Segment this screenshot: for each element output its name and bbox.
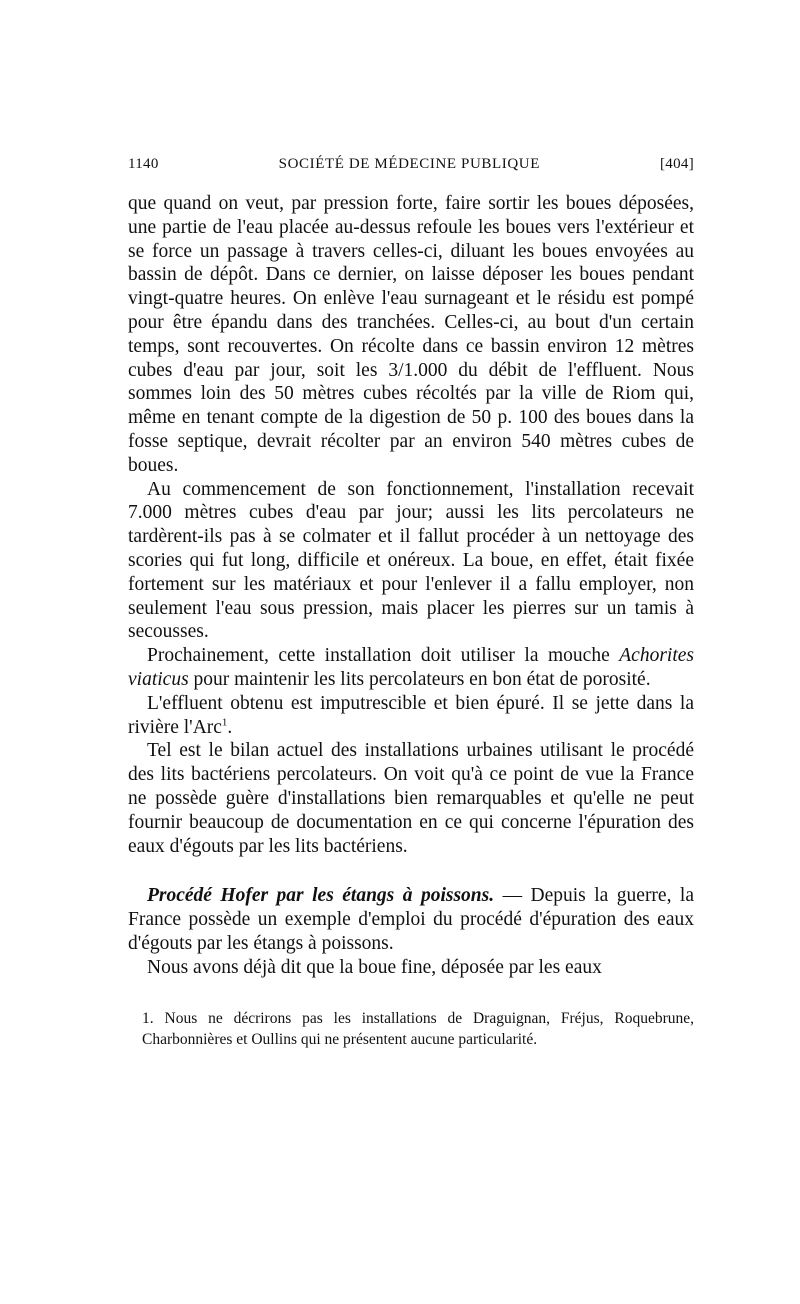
paragraph-last: Nous avons déjà dit que la boue fine, déposée par les eaux <box>147 956 602 978</box>
species-name: Achorites viaticus <box>128 645 694 690</box>
section-gap <box>128 858 694 884</box>
running-title: SOCIÉTÉ DE MÉDECINE PUBLIQUE <box>278 156 541 172</box>
page-number: 1140 <box>128 156 159 172</box>
paragraph-3 <box>128 644 694 692</box>
paragraph-4-text: L'effluent obtenu est imputrescible et bien épuré. Il se jette dans la rivière l'Arc <box>128 692 694 738</box>
running-head <box>128 156 694 178</box>
footnote-text: Nous ne décrirons pas les installations de Draguignan, Fréjus, Roquebrune, Charbonnières et Oullins qui ne présentent aucune particularité. <box>142 1009 695 1048</box>
page <box>128 156 694 1050</box>
section-paragraph <box>128 884 694 955</box>
footnote-marker: 1. <box>142 1009 154 1027</box>
section-title: Procédé Hofer par les étangs à poissons. <box>147 885 495 907</box>
paragraph-2: Au commencement de son fonctionnement, l'installation recevait 7.000 mètres cubes d'eau par jour; aussi les lits percolateurs ne tardèrent-ils pas à se colmater et il fallut procéder à un nettoyage des scories qui fut long, difficile et onéreux. La boue, en effet, était fixée fortement sur les matériaux et pour l'enlever il a fallu employer, non seulement l'eau sous pression, mais placer les pierres sur un tamis à secousses. <box>128 478 694 643</box>
bracket-page-number: [404] <box>660 156 694 172</box>
footnote-reference[interactable]: 1 <box>221 716 228 729</box>
paragraph-5: Tel est le bilan actuel des installations urbaines utilisant le procédé des lits bactériens percolateurs. On voit qu'à ce point de vue la France ne possède guère d'installations bien remarquables et qu'elle ne peut fournir beaucoup de documentation en ce qui concerne l'épuration des eaux d'égouts par les lits bactériens. <box>128 740 694 857</box>
body-text <box>128 192 694 980</box>
paragraph-4-end: . <box>227 716 233 738</box>
footnote <box>128 1008 694 1050</box>
paragraph-1: que quand on veut, par pression forte, faire sortir les boues déposées, une partie de l'eau placée au-dessus refoule les boues vers l'extérieur et se force un passage à travers celles-ci, diluant les boues envoyées au bassin de dépôt. Dans ce dernier, on laisse déposer les boues pendant vingt-quatre heures. On enlève l'eau surnageant et le résidu est pompé pour être épandu dans des tranchées. Celles-ci, au bout d'un certain temps, sont recouvertes. On récolte dans ce bassin environ 12 mètres cubes d'eau par jour, soit les 3/1.000 du débit de l'effluent. Nous sommes loin des 50 mètres cubes récoltés par la ville de Riom qui, même en tenant compte de la digestion de 50 p. 100 des boues dans la fosse septique, devrait récolter par an environ 540 mètres cubes de boues. <box>128 193 694 476</box>
paragraph-3-after: pour maintenir les lits percolateurs en bon état de porosité. <box>188 668 651 690</box>
paragraph-4 <box>128 692 694 740</box>
paragraph-3-before: Prochainement, cette installation doit utiliser la mouche <box>147 645 620 667</box>
section-text: — Depuis la guerre, la France possède un exemple d'emploi du procédé d'épuration des eaux d'égouts par les étangs à poissons. <box>128 885 694 954</box>
